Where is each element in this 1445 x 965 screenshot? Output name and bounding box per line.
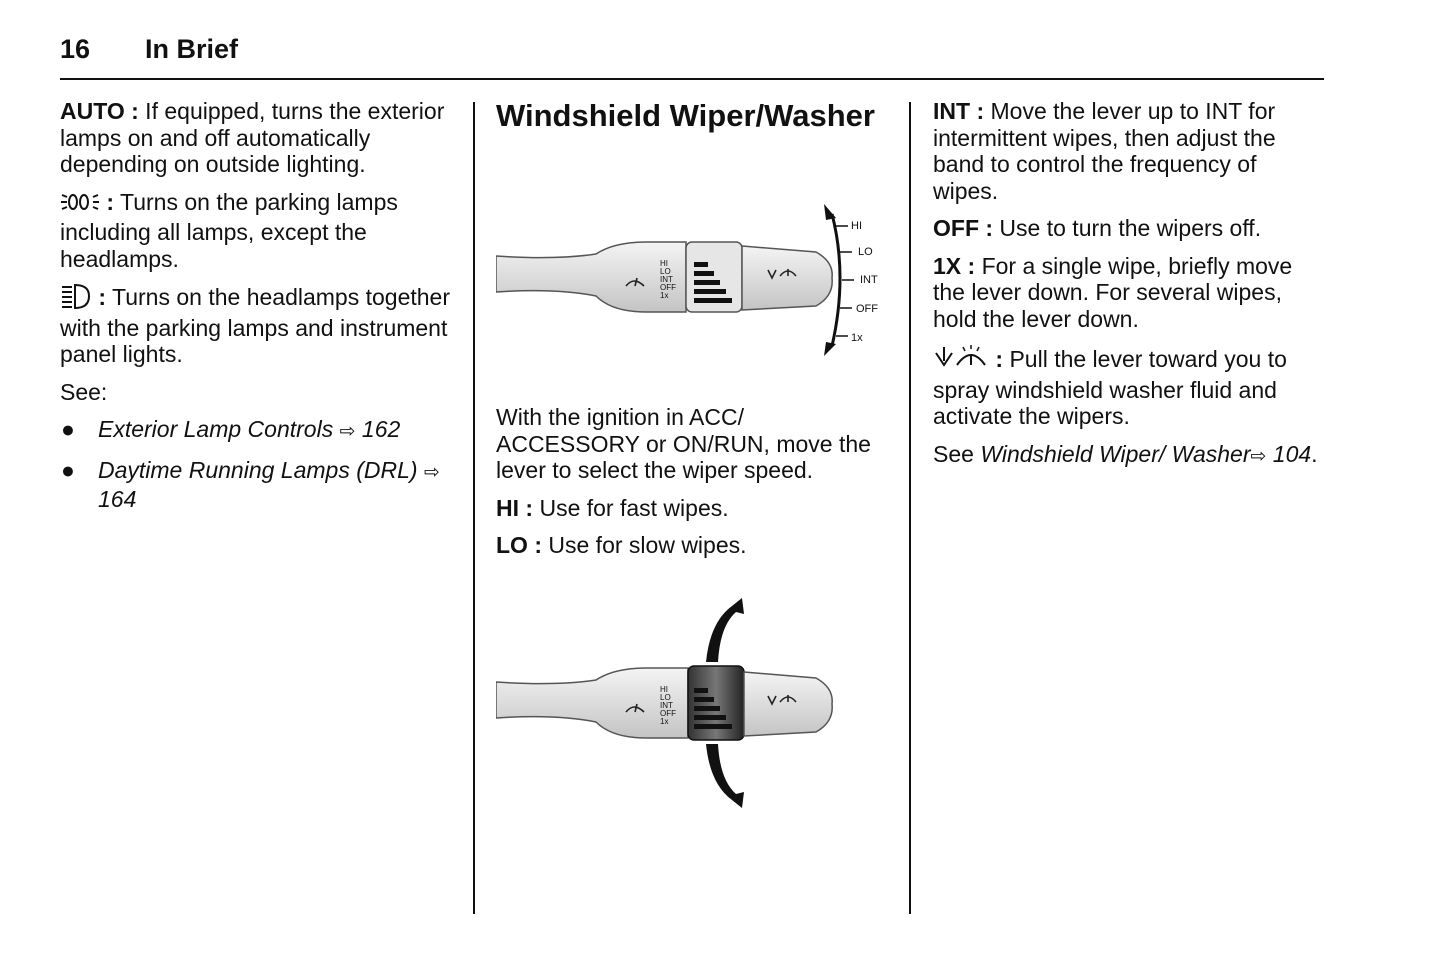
int-text: Move the lever up to INT for intermittent wipes, then adjust the band to control the frequency of wipes. bbox=[933, 98, 1276, 204]
parking-colon: : bbox=[100, 188, 115, 215]
wiper-lever-figure-2 bbox=[496, 592, 886, 814]
hi-paragraph bbox=[496, 495, 891, 522]
hi-term: HI : bbox=[496, 494, 534, 521]
ref-page: 164 bbox=[98, 486, 137, 512]
washer-icon bbox=[933, 343, 989, 377]
headlamp-icon bbox=[60, 283, 92, 315]
list-item[interactable]: ● Daytime Running Lamps (DRL) ⇨ 164 bbox=[61, 456, 440, 512]
lever-label: HI bbox=[660, 685, 668, 694]
auto-paragraph bbox=[60, 98, 455, 178]
page-arrow-icon: ⇨ bbox=[339, 421, 356, 442]
ref-page: 162 bbox=[361, 416, 401, 442]
wiper-lever-figure-1 bbox=[496, 196, 886, 366]
headlamp-colon: : bbox=[92, 284, 107, 310]
rotate-up-arrow-icon bbox=[706, 598, 744, 662]
int-term: INT : bbox=[933, 98, 985, 124]
wiper-heading: Windshield Wiper/Washer bbox=[496, 98, 875, 133]
column-left bbox=[60, 98, 455, 524]
see-end: . bbox=[1311, 440, 1318, 467]
off-term: OFF : bbox=[933, 215, 994, 241]
parking-text: Turns on the parking lamps including all lamps, except the headlamps. bbox=[60, 188, 398, 272]
ref-text: Exterior Lamp Controls bbox=[98, 416, 334, 442]
parking-lamp-icon bbox=[60, 190, 100, 220]
lo-text: Use for slow wipes. bbox=[542, 532, 747, 558]
down-arrow-icon bbox=[824, 342, 836, 356]
scale-label-lo: LO bbox=[858, 246, 873, 258]
int-paragraph bbox=[933, 98, 1328, 204]
see-label: See: bbox=[60, 378, 108, 405]
list-item[interactable]: ● Exterior Lamp Controls ⇨ 162 bbox=[61, 416, 401, 442]
auto-text: If equipped, turns the exterior lamps on and off automatically depending on outside lighting. bbox=[60, 98, 445, 177]
lever-label: LO bbox=[660, 267, 671, 276]
rotate-down-arrow-icon bbox=[706, 744, 744, 808]
section-title: In Brief bbox=[145, 34, 239, 64]
lever-label: OFF bbox=[660, 283, 676, 292]
ref-text: Daytime Running Lamps (DRL) bbox=[98, 456, 418, 483]
parking-paragraph bbox=[60, 189, 455, 273]
page-arrow-icon: ⇨ bbox=[423, 461, 440, 483]
scale-labels bbox=[851, 220, 878, 344]
lo-term: LO : bbox=[496, 532, 542, 558]
headlamp-text: Turns on the headlamps together with the parking lamps and instrument panel lights. bbox=[60, 284, 451, 367]
scale-label-hi: HI bbox=[851, 220, 862, 232]
auto-term: AUTO : bbox=[60, 98, 139, 124]
off-paragraph bbox=[933, 215, 1328, 242]
wiper-intro: With the ignition in ACC/ ACCESSORY or ON/RUN, move the lever to select the wiper speed. bbox=[496, 404, 871, 483]
position-scale bbox=[832, 214, 840, 346]
washer-text: Pull the lever toward you to spray windshield washer fluid and activate the wipers. bbox=[933, 346, 1287, 429]
onex-text: For a single wipe, briefly move the lever down. For several wipes, hold the lever down. bbox=[933, 252, 1293, 332]
lever-label: HI bbox=[660, 259, 668, 268]
column-divider-left bbox=[473, 102, 475, 914]
hi-text: Use for fast wipes. bbox=[533, 494, 729, 521]
up-arrow-icon bbox=[824, 204, 836, 220]
scale-label-int: INT bbox=[860, 274, 878, 286]
lever-label: OFF bbox=[660, 709, 676, 718]
lever-label: 1x bbox=[660, 291, 669, 300]
onex-term: 1X : bbox=[933, 252, 976, 279]
washer-colon: : bbox=[989, 346, 1004, 372]
column-divider-right bbox=[909, 102, 911, 914]
see-prefix: See bbox=[933, 440, 981, 467]
see-paragraph bbox=[933, 441, 1328, 471]
scale-label-off: OFF bbox=[856, 303, 878, 315]
reference-list bbox=[60, 416, 455, 513]
lever-label: LO bbox=[660, 693, 671, 702]
page-header bbox=[60, 34, 1324, 80]
page-arrow-icon: ⇨ bbox=[1250, 445, 1267, 467]
column-middle bbox=[496, 98, 891, 134]
lever-label: INT bbox=[660, 275, 673, 284]
onex-paragraph bbox=[933, 253, 1328, 333]
washer-paragraph bbox=[933, 343, 1328, 430]
see-ref[interactable]: Windshield Wiper/ Washer bbox=[980, 440, 1251, 467]
headlamp-paragraph bbox=[60, 283, 455, 368]
lever-label: INT bbox=[660, 701, 673, 710]
off-text: Use to turn the wipers off. bbox=[993, 215, 1262, 241]
column-right bbox=[933, 98, 1328, 481]
see-page: 104 bbox=[1272, 440, 1312, 467]
page-number: 16 bbox=[60, 34, 91, 64]
wiper-body bbox=[496, 404, 891, 570]
lo-paragraph bbox=[496, 532, 891, 559]
scale-label-1x: 1x bbox=[851, 332, 863, 344]
lever-label: 1x bbox=[660, 717, 669, 726]
